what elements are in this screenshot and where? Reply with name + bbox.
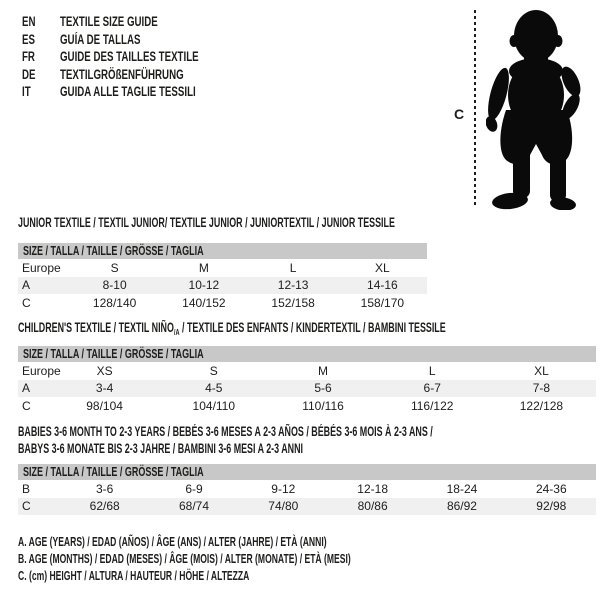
table-cell: 128/140 <box>92 295 137 310</box>
size-header-bar: SIZE / TALLA / TAILLE / GRÖSSE / TAGLIA <box>18 243 427 259</box>
table-cell: 4-5 <box>205 381 223 396</box>
table-cell: 80/86 <box>357 499 388 514</box>
height-measure-figure <box>452 8 598 212</box>
table-cell: XS <box>96 363 113 378</box>
table-cell: 110/116 <box>302 398 344 413</box>
table-cell: 14-16 <box>367 278 398 293</box>
table-cell: 3-6 <box>95 481 114 496</box>
junior-section-title: JUNIOR TEXTILE / TEXTIL JUNIOR/ TEXTILE JUNIOR / JUNIORTEXTIL / JUNIOR TESSILE <box>18 215 395 230</box>
table-cell: 116/122 <box>410 398 454 413</box>
language-code: EN <box>22 14 36 30</box>
table-cell: 74/80 <box>268 499 299 514</box>
table-cell: 24-36 <box>535 481 567 496</box>
language-row-de <box>22 66 253 84</box>
table-row <box>18 397 596 415</box>
size-header-bar: SIZE / TALLA / TAILLE / GRÖSSE / TAGLIA <box>18 346 596 362</box>
row-label: Europe <box>22 260 61 275</box>
language-title: GUIDE DES TAILLES TEXTILE <box>60 49 199 65</box>
children-size-table <box>18 346 596 415</box>
language-code: IT <box>22 84 31 100</box>
size-header-bar: SIZE / TALLA / TAILLE / GRÖSSE / TAGLIA <box>18 464 596 480</box>
language-list <box>22 13 253 101</box>
table-cell: 12-13 <box>277 278 309 293</box>
height-label-c: C <box>454 106 465 122</box>
baby-silhouette-icon <box>486 8 596 210</box>
table-cell: 12-18 <box>357 481 388 496</box>
language-title: TEXTILGRÖßENFÜHRUNG <box>60 66 184 82</box>
table-row <box>18 259 427 277</box>
table-row <box>18 480 596 498</box>
table-cell: 6-7 <box>423 381 441 396</box>
language-title: GUIDA ALLE TAGLIE TESSILI <box>60 84 196 100</box>
language-row-en <box>22 13 253 31</box>
row-label: C <box>22 295 31 310</box>
row-label: A <box>22 381 31 396</box>
language-title: TEXTILE SIZE GUIDE <box>60 14 158 30</box>
row-label: Europe <box>22 363 61 378</box>
table-cell: M <box>198 260 209 275</box>
table-cell: 18-24 <box>446 481 478 496</box>
children-section-title: CHILDREN'S TEXTILE / TEXTIL $NIÑO_{/A}$ / TEXTILE DES ENFANTS / KINDERTEXTIL / BAMBINI TESSILE <box>18 320 446 337</box>
table-cell: 9-12 <box>271 481 296 496</box>
row-label: A <box>22 278 31 293</box>
row-label: C <box>22 398 31 413</box>
table-cell: XL <box>534 363 549 378</box>
language-row-es <box>22 31 253 49</box>
height-dashed-line <box>474 10 476 208</box>
row-label: C <box>22 499 31 514</box>
footnote-a: A. AGE (YEARS) / EDAD (AÑOS) / ÂGE (ANS) / ALTER (JAHRE) / ETÀ (ANNI) <box>18 534 327 549</box>
footnote-c: C. (cm) HEIGHT / ALTURA / HAUTEUR / HÖHE / ALTEZZA <box>18 568 250 583</box>
legend-footnotes <box>18 533 522 584</box>
table-cell: 140/152 <box>182 295 226 310</box>
table-cell: S <box>110 260 119 275</box>
babies-size-table <box>18 464 596 515</box>
table-cell: L <box>428 363 436 378</box>
table-cell: L <box>289 260 297 275</box>
babies-section-title: BABIES 3-6 MONTH TO 2-3 YEARS / BEBÉS 3-6 MESES A 2-3 AÑOS / BÉBÉS 3-6 MOIS À 2-3 ANS / BABYS 3-6 MONATE BIS 2-3 JAHRE / BAMBINI 3-6 MESI A 2-3 ANNI <box>18 424 433 456</box>
table-cell: 152/158 <box>271 295 315 310</box>
table-row <box>18 380 596 398</box>
table-cell: M <box>318 363 328 378</box>
table-cell: 68/74 <box>178 499 209 514</box>
table-row <box>18 277 427 295</box>
table-cell: 122/128 <box>519 398 564 413</box>
table-cell: 104/110 <box>192 398 236 413</box>
language-code: DE <box>22 66 36 82</box>
table-cell: 3-4 <box>95 381 114 396</box>
language-code: FR <box>22 49 35 65</box>
footnote-b: B. AGE (MONTHS) / EDAD (MESES) / ÂGE (MOIS) / ALTER (MONATE) / ETÀ (MESI) <box>18 551 351 566</box>
language-code: ES <box>22 31 35 47</box>
table-cell: 6-9 <box>185 481 203 496</box>
junior-size-table <box>18 243 427 312</box>
table-cell: 158/170 <box>360 295 405 310</box>
table-cell: 5-6 <box>314 381 332 396</box>
table-cell: 62/68 <box>89 499 120 514</box>
language-row-it <box>22 83 253 101</box>
table-row <box>18 294 427 312</box>
table-cell: 10-12 <box>188 278 220 293</box>
table-row <box>18 362 596 380</box>
table-cell: 7-8 <box>532 381 551 396</box>
table-cell: 8-10 <box>102 278 127 293</box>
table-cell: 92/98 <box>536 499 567 514</box>
table-cell: S <box>209 363 218 378</box>
language-row-fr <box>22 48 253 66</box>
table-row <box>18 498 596 516</box>
subscript-a: /A <box>173 327 180 337</box>
table-cell: 86/92 <box>446 499 477 514</box>
table-cell: 98/104 <box>86 398 123 413</box>
table-cell: XL <box>375 260 390 275</box>
row-label: B <box>22 481 31 496</box>
language-title: GUÍA DE TALLAS <box>60 31 141 47</box>
